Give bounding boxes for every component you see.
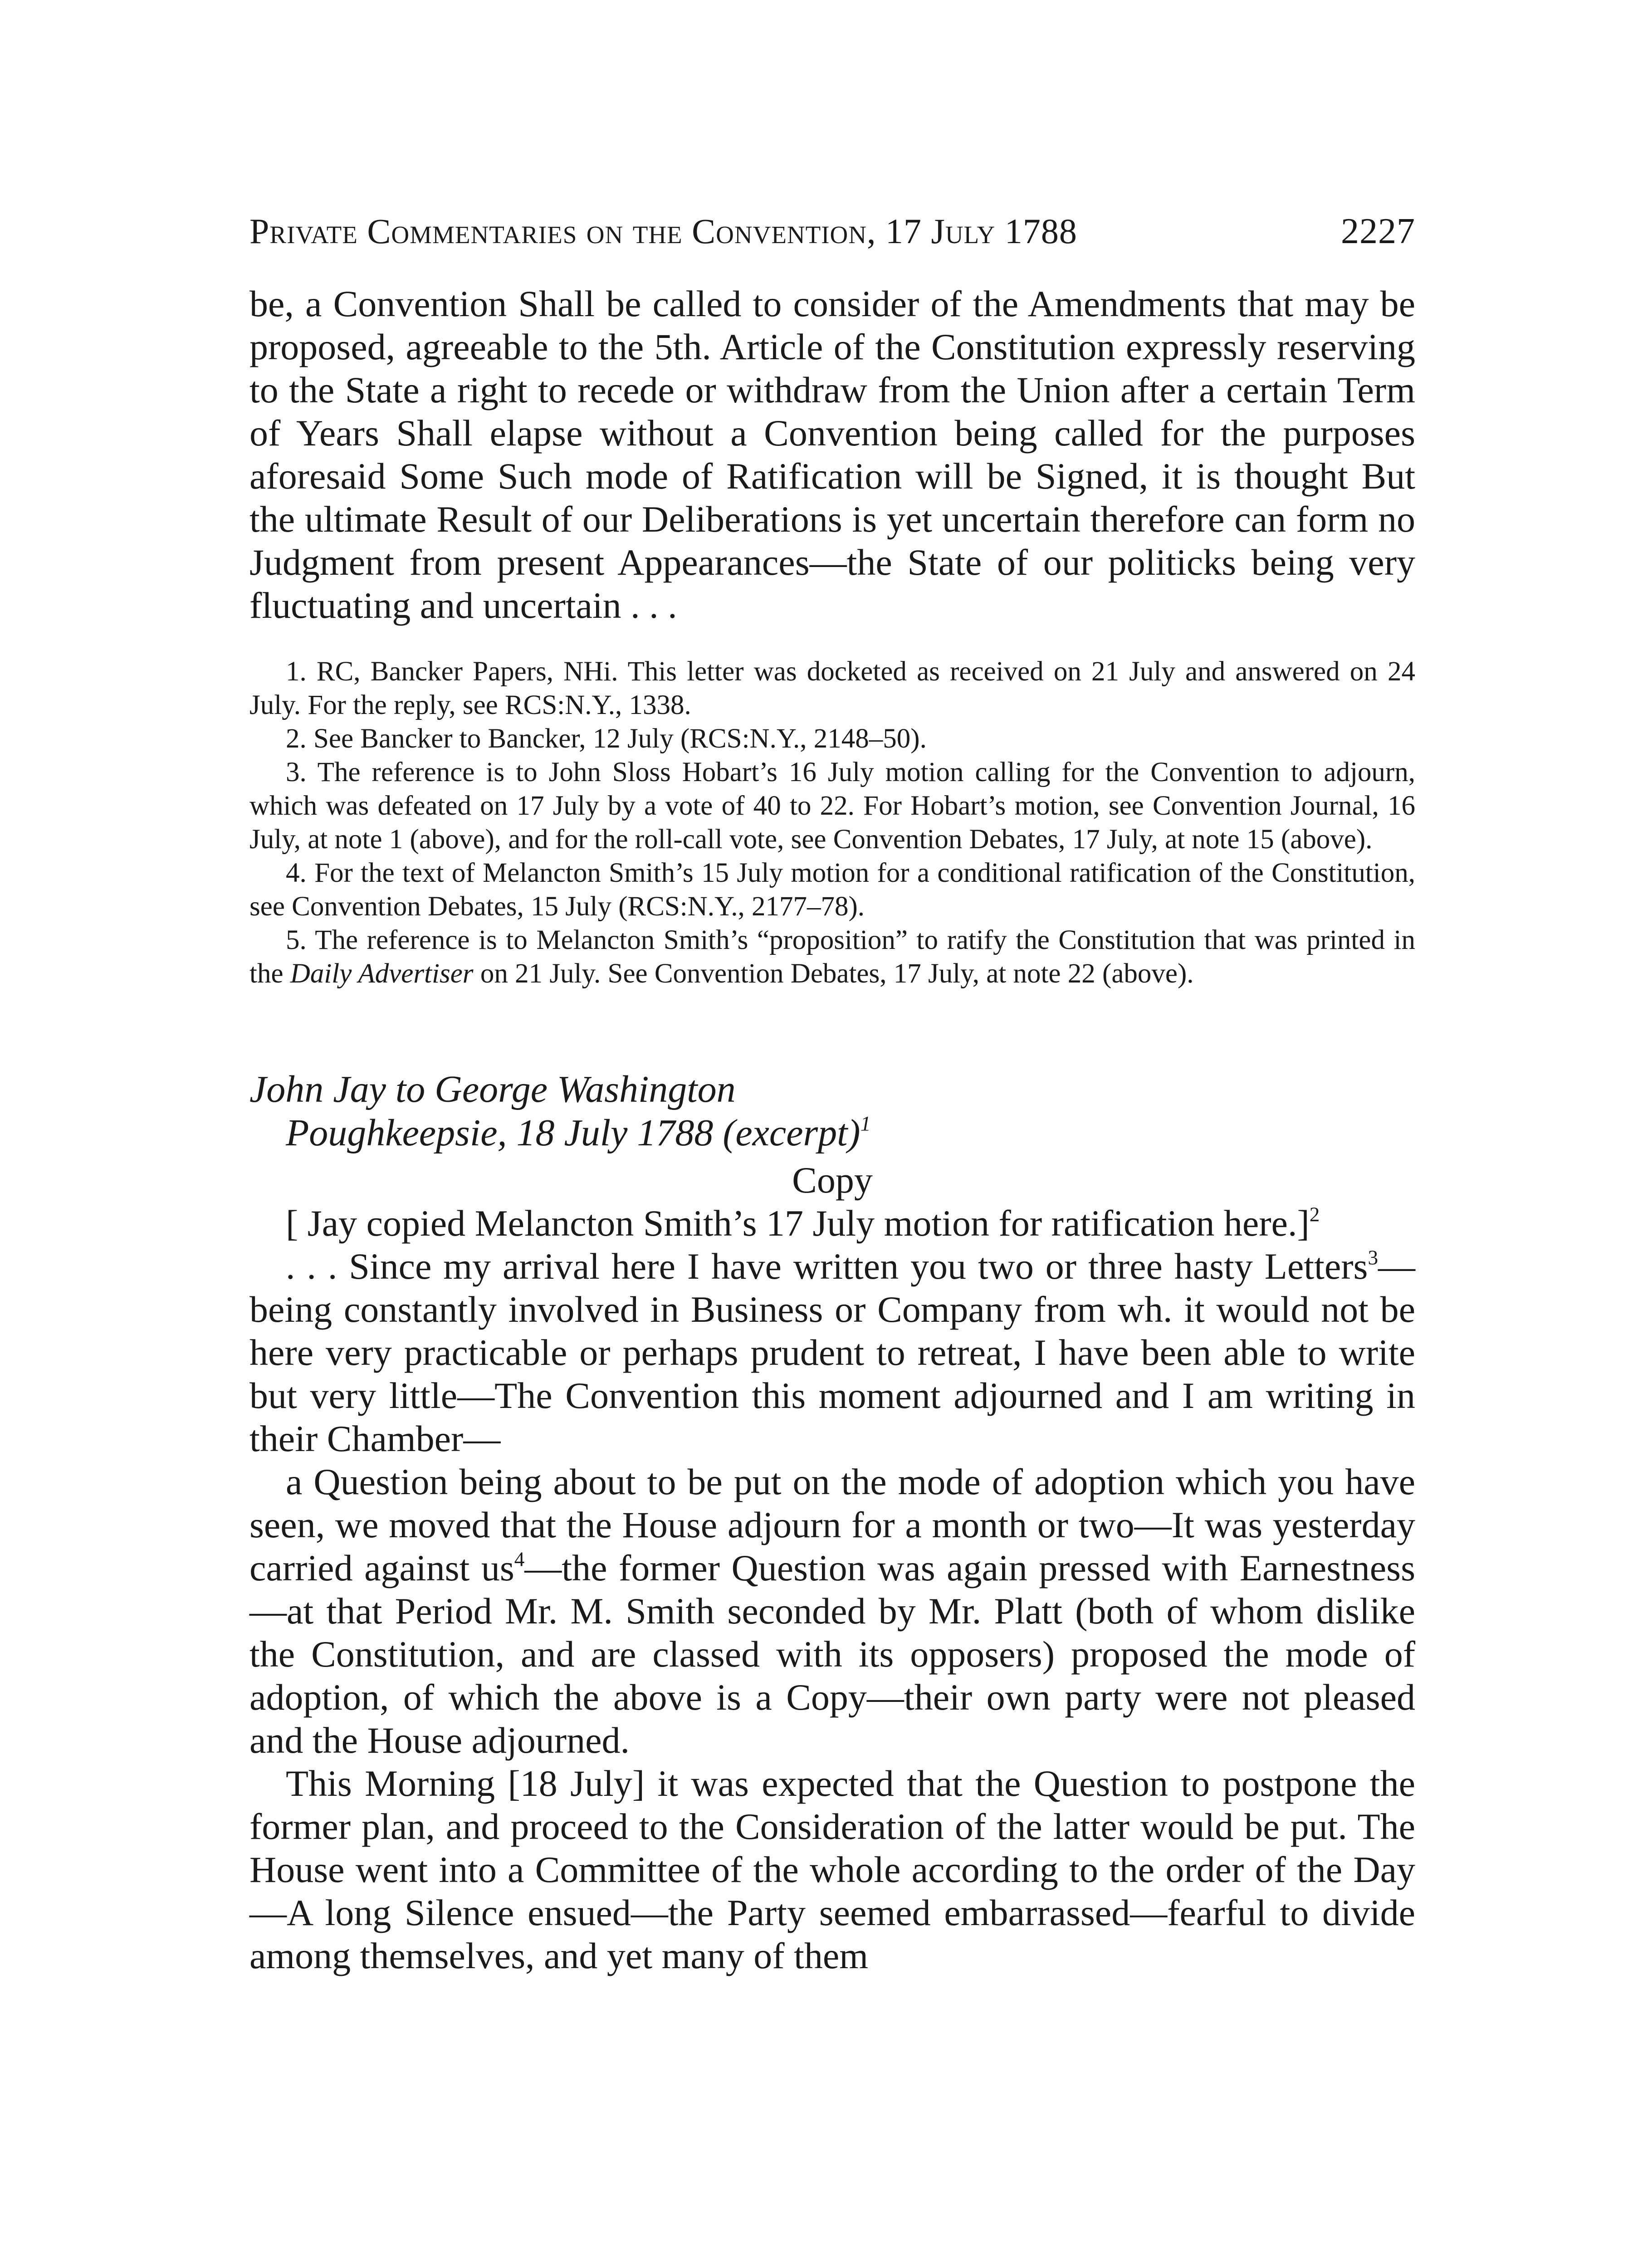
footnote-ref-2: 2 xyxy=(1309,1203,1320,1226)
footnote-5-text-a: 5. The reference is to Melancton Smith’s “proposition” to ratify the Constitution that was printed in the xyxy=(249,925,1415,989)
page-number: 2227 xyxy=(1341,211,1415,251)
letter-paragraph-3: This Morning [18 July] it was expected that the Question to postpone the former plan, and proceed to the Consideration of the latter would be put. The House went into a Committee of the whole according to the order of the Day—A long Silence ensued—the Party seemed embarrassed—fearful to divide among themselves, and yet many of them xyxy=(249,1763,1415,1976)
letter-paragraph-1 xyxy=(249,1245,1415,1460)
footnotes xyxy=(249,655,1415,991)
footnote-ref-1: 1 xyxy=(860,1112,871,1135)
footnote-5-italic: Daily Advertiser xyxy=(290,958,474,989)
footnote-1: 1. RC, Bancker Papers, NHi. This letter was docketed as received on 21 July and answered on 24 July. For the reply, see RCS:N.Y., 1338. xyxy=(249,656,1415,720)
editorial-bracket-text: [ Jay copied Melancton Smith’s 17 July motion for ratification here.] xyxy=(286,1202,1310,1244)
document-heading-dateline: Poughkeepsie, 18 July 1788 (excerpt) xyxy=(286,1112,861,1154)
footnote-4: 4. For the text of Melancton Smith’s 15 July motion for a conditional ratification of the Constitution, see Convention Debates, 15 July (RCS:N.Y., 2177–78). xyxy=(249,858,1415,922)
letter-paragraph-2-text-a: a Question being about to be put on the mode of adoption which you have seen, we moved that the House adjourn for a month or two—It was yesterday carried against us xyxy=(249,1461,1415,1589)
footnote-ref-3: 3 xyxy=(1368,1246,1378,1269)
letter-paragraph-1-text-b: —being constantly involved in Business or Company from wh. it would not be here very practicable or perhaps prudent to retreat, I have been able to write but very little—The Convention this moment adjourned and I am writing in their Chamber— xyxy=(249,1246,1415,1459)
letter-paragraph-2-text-b: —the former Question was again pressed with Earnestness—at that Period Mr. M. Smith seconded by Mr. Platt (both of whom dislike the Constitution, and are classed with its opposers) proposed the mode of adoption, of which the above is a Copy—their own party were not pleased and the House adjourned. xyxy=(249,1547,1415,1761)
continuation-paragraph: be, a Convention Shall be called to consider of the Amendments that may be proposed, agreeable to the 5th. Article of the Constitution expressly reserving to the State a right to recede or withdraw from the Union after a certain Term of Years Shall elapse without a Convention being called for the purposes aforesaid Some Such mode of Ratification will be Signed, it is thought But the ultimate Result of our Deliberations is yet uncertain therefore can form no Judgment from present Appearances—the State of our politicks being very fluctuating and uncertain . . . xyxy=(249,283,1415,626)
document-heading-title: John Jay to George Washington xyxy=(249,1068,736,1110)
document-heading xyxy=(249,1068,1415,1155)
document-heading-place-date xyxy=(249,1111,1415,1155)
letter-paragraph-1-text-a: . . . Since my arrival here I have written you two or three hasty Letters xyxy=(286,1246,1368,1287)
footnote-ref-4: 4 xyxy=(514,1548,525,1571)
footnote-5 xyxy=(249,924,1415,991)
footnote-3: 3. The reference is to John Sloss Hobart’s 16 July motion calling for the Convention to adjourn, which was defeated on 17 July by a vote of 40 to 22. For Hobart’s motion, see Convention Journal, 16 July, at note 1 (above), and for the roll-call vote, see Convention Debates, 17 July, at note 15 (above). xyxy=(249,757,1415,855)
editorial-bracket-note xyxy=(249,1202,1415,1245)
footnote-2: 2. See Bancker to Bancker, 12 July (RCS:N.Y., 2148–50). xyxy=(286,723,927,754)
running-title: Private Commentaries on the Convention, 17 July 1788 xyxy=(249,211,1077,251)
running-head xyxy=(249,213,1415,249)
page xyxy=(249,213,1415,1977)
footnote-5-text-b: on 21 July. See Convention Debates, 17 July, at note 22 (above). xyxy=(480,958,1194,989)
copy-label: Copy xyxy=(792,1159,873,1201)
letter-paragraph-2 xyxy=(249,1460,1415,1762)
